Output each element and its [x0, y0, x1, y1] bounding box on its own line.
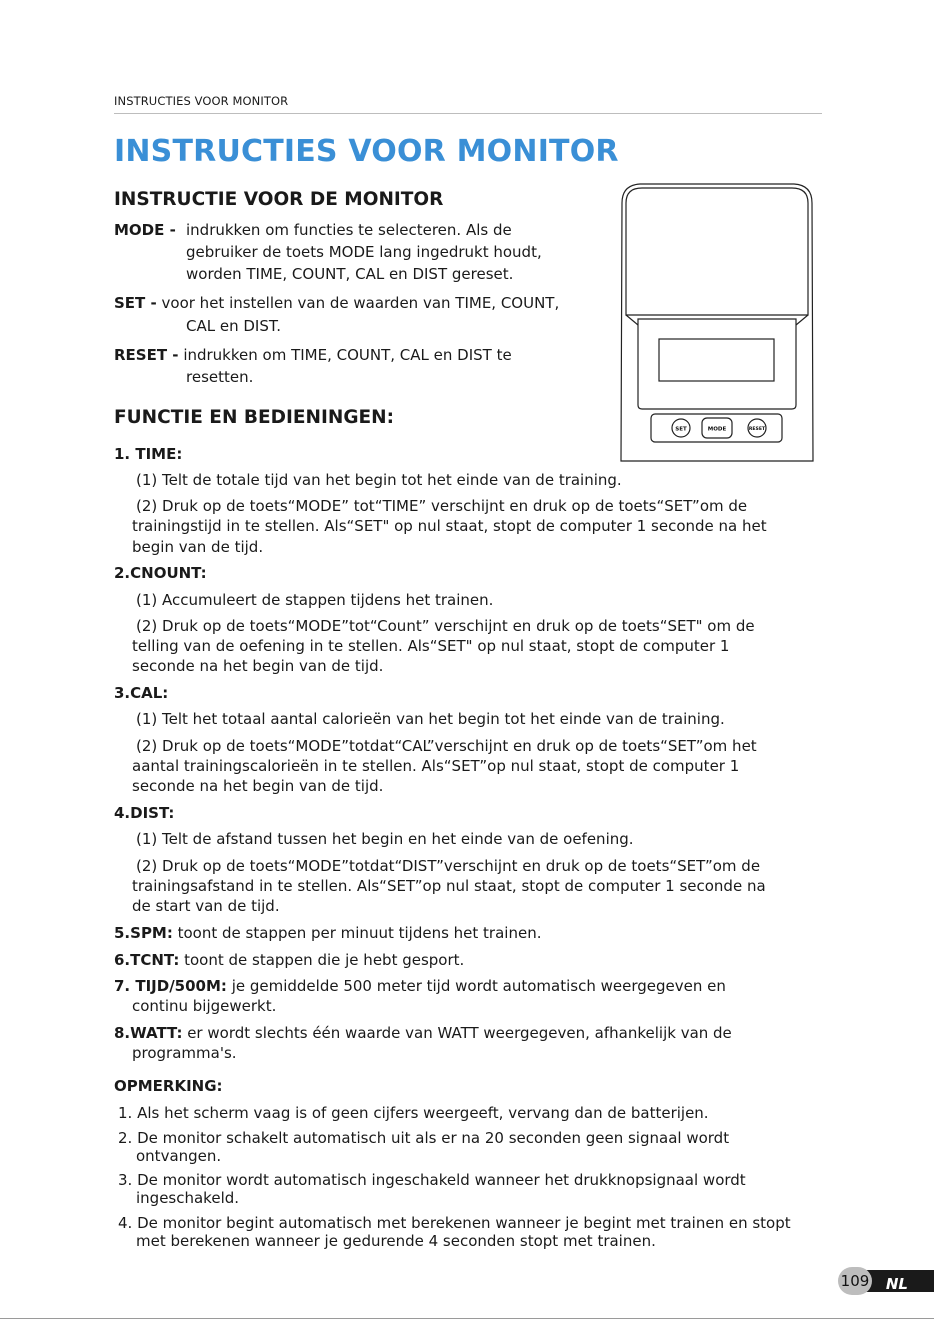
reset-text-2: resetten. [186, 368, 254, 386]
monitor-illustration [618, 183, 816, 465]
time-point-1: (1) Telt de totale tijd van het begin tot het einde van de training. [136, 471, 622, 489]
set-text-2: CAL en DIST. [186, 317, 282, 335]
tcnt-item [114, 950, 464, 970]
time-point-2a: (2) Druk op de toets“MODE” tot“TIME” verschijnt en druk op de toets“SET”om de [136, 497, 748, 515]
cal-heading: 3.CAL: [114, 684, 169, 702]
btn-reset-label: RESET [748, 427, 766, 432]
spm-text: toont de stappen per minuut tijdens het trainen. [172, 924, 542, 942]
remark-3b: ingeschakeld. [136, 1189, 240, 1207]
mode-label: MODE - [114, 221, 176, 239]
tijd-item [114, 976, 726, 996]
tijd-text-b: continu bijgewerkt. [132, 997, 277, 1015]
cal-point-2a: (2) Druk op de toets“MODE”totdat“CAL”verschijnt en druk op de toets“SET”om het [136, 737, 757, 755]
reset-label: RESET - [114, 346, 179, 364]
tijd-label: 7. TIJD/500M: [114, 977, 227, 995]
header-divider [114, 113, 822, 114]
time-heading: 1. TIME: [114, 445, 183, 463]
dist-heading: 4.DIST: [114, 804, 175, 822]
spm-label: 5.SPM: [114, 924, 173, 942]
mode-text-1: indrukken om functies te selecteren. Als de [186, 221, 512, 239]
tcnt-text: toont de stappen die je hebt gesport. [179, 951, 465, 969]
count-point-2c: seconde na het begin van de tijd. [132, 657, 384, 675]
watt-label: 8.WATT: [114, 1024, 183, 1042]
reset-item [114, 345, 512, 365]
spm-item [114, 923, 541, 943]
section-title-functie: FUNCTIE EN BEDIENINGEN: [114, 407, 395, 428]
count-point-2b: telling van de oefening in te stellen. Als“SET" op nul staat, stopt de computer 1 [132, 637, 730, 655]
watt-text-a: er wordt slechts één waarde van WATT weergegeven, afhankelijk van de [182, 1024, 732, 1042]
cal-point-2c: seconde na het begin van de tijd. [132, 777, 384, 795]
reset-text-1: indrukken om TIME, COUNT, CAL en DIST te [183, 346, 512, 364]
remark-4a: 4. De monitor begint automatisch met berekenen wanneer je begint met trainen en stopt [118, 1214, 791, 1232]
watt-text-b: programma's. [132, 1044, 237, 1062]
remark-1: 1. Als het scherm vaag is of geen cijfers weergeeft, vervang dan de batterijen. [118, 1104, 709, 1122]
page-marker [838, 1267, 934, 1295]
dist-point-2b: trainingsafstand in te stellen. Als“SET”op nul staat, stopt de computer 1 seconde na [132, 877, 766, 895]
remark-2b: ontvangen. [136, 1147, 222, 1165]
cal-point-2b: aantal trainingscalorieën in te stellen. Als“SET”op nul staat, stopt de computer 1 [132, 757, 740, 775]
time-point-2c: begin van de tijd. [132, 538, 264, 556]
set-text-1: voor het instellen van de waarden van TIME, COUNT, [161, 294, 560, 312]
mode-button-icon [702, 418, 732, 438]
time-point-2b: trainingstijd in te stellen. Als“SET" op nul staat, stopt de computer 1 seconde na het [132, 517, 767, 535]
set-label: SET - [114, 294, 157, 312]
mode-text-3: worden TIME, COUNT, CAL en DIST gereset. [186, 265, 514, 283]
set-item [114, 293, 559, 313]
count-heading: 2.CNOUNT: [114, 564, 207, 582]
btn-set-label: SET [675, 426, 687, 433]
running-header: INSTRUCTIES VOOR MONITOR [114, 94, 289, 108]
tijd-text-a: je gemiddelde 500 meter tijd wordt automatisch weergegeven en [226, 977, 726, 995]
dist-point-2a: (2) Druk op de toets“MODE”totdat“DIST”verschijnt en druk op de toets“SET”om de [136, 857, 761, 875]
cal-point-1: (1) Telt het totaal aantal calorieën van het begin tot het einde van de training. [136, 710, 725, 728]
tcnt-label: 6.TCNT: [114, 951, 180, 969]
page-number: 109 [838, 1267, 872, 1295]
count-point-2a: (2) Druk op de toets“MODE”tot“Count” verschijnt en druk op de toets“SET" om de [136, 617, 755, 635]
remark-2a: 2. De monitor schakelt automatisch uit als er na 20 seconden geen signaal wordt [118, 1129, 730, 1147]
footer-divider [0, 1318, 934, 1319]
remark-4b: met berekenen wanneer je gedurende 4 seconden stopt met trainen. [136, 1232, 656, 1250]
mode-text-2: gebruiker de toets MODE lang ingedrukt houdt, [186, 243, 542, 261]
section-title-instructie: INSTRUCTIE VOOR DE MONITOR [114, 189, 444, 210]
set-button-icon [672, 419, 690, 437]
dist-point-2c: de start van de tijd. [132, 897, 280, 915]
language-code: NL [885, 1275, 908, 1293]
mode-item [114, 220, 176, 240]
page-title: INSTRUCTIES VOOR MONITOR [114, 134, 619, 169]
count-point-1: (1) Accumuleert de stappen tijdens het trainen. [136, 591, 494, 609]
dist-point-1: (1) Telt de afstand tussen het begin en het einde van de oefening. [136, 830, 634, 848]
btn-mode-label: MODE [707, 426, 727, 433]
watt-item [114, 1023, 732, 1043]
reset-button-icon [748, 419, 766, 437]
remarks-title: OPMERKING: [114, 1077, 223, 1095]
remark-3a: 3. De monitor wordt automatisch ingeschakeld wanneer het drukknopsignaal wordt [118, 1171, 746, 1189]
